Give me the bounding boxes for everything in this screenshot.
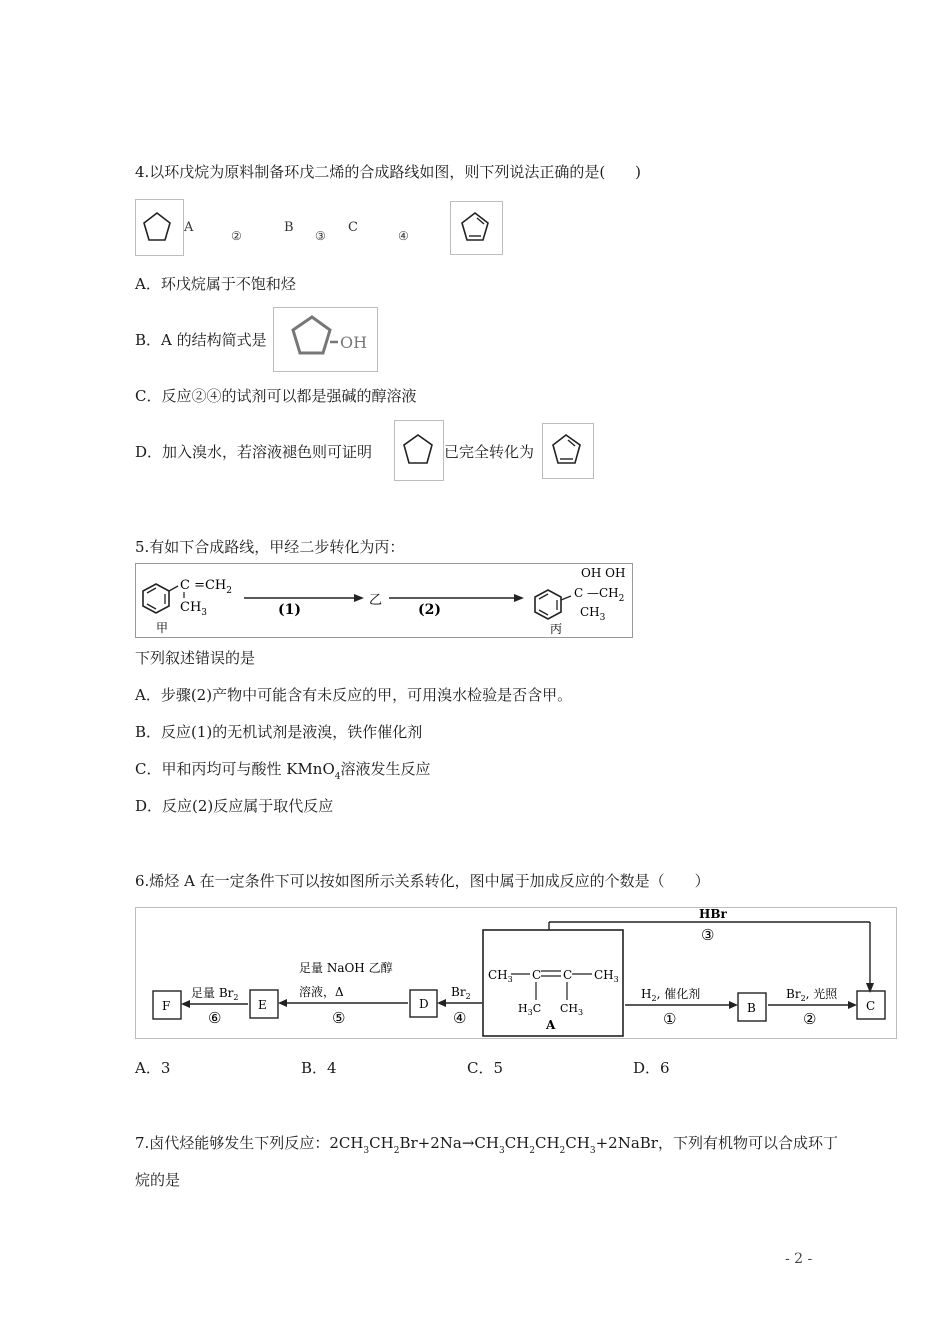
- svg-text:Br2: $Br_2$: [451, 985, 471, 1001]
- a-methyl-right: CH: [594, 968, 614, 982]
- bromine-light-label: Br: [786, 987, 801, 1001]
- svg-text:CH3: $CH_3$: [580, 605, 606, 623]
- step-2-label: ②: [803, 1010, 817, 1028]
- svg-text:CH3: $CH_3$: [560, 1002, 584, 1017]
- q4-option-a: A．环戊烷属于不饱和烃: [135, 275, 296, 293]
- box-d-label: D: [419, 997, 429, 1011]
- route-step3-label: ③: [315, 229, 326, 243]
- q7-stem-line2: 烷的是: [135, 1171, 181, 1189]
- cyclopentane-structure-image-d: [394, 420, 444, 481]
- q6-option-b: B．4: [301, 1059, 337, 1077]
- q6-conversion-scheme: [135, 907, 897, 1039]
- svg-text:H2, 催化剂: $H_2$, 催化剂: [641, 987, 701, 1003]
- cyclopentanol-structure-image: [273, 307, 378, 372]
- route-step4-label: ④: [398, 229, 409, 243]
- hydroxyl-label: OH: [340, 333, 368, 352]
- q5-option-c: C．甲和丙均可与酸性 KMnO$_4$溶液发生反应: [135, 760, 431, 782]
- svg-text:足量 Br2: 足量 $Br_2$: [191, 986, 239, 1002]
- a-methyl-low-right: CH: [560, 1002, 579, 1015]
- svg-text:C =CH2: $C =CH_2$: [180, 578, 232, 596]
- box-e-label: E: [258, 998, 267, 1012]
- step-1-label: ①: [663, 1010, 677, 1028]
- q5-option-a: A．步骤(2)产物中可能含有未反应的甲，可用溴水检验是否含甲。: [135, 686, 573, 704]
- step-5-label: ⑤: [332, 1009, 346, 1027]
- a-carbon-1: C: [532, 968, 542, 982]
- q4-option-d-part1: D．加入溴水，若溶液褪色则可证明: [135, 443, 373, 461]
- bing-methyl-group: CH: [580, 605, 600, 619]
- q6-option-c: C．5: [467, 1059, 504, 1077]
- q5-stem: 5.有如下合成路线，甲经二步转化为丙：: [135, 538, 405, 556]
- route-a-label: A: [184, 220, 194, 235]
- route-step2-label: ②: [231, 229, 242, 243]
- box-c-label: C: [866, 999, 876, 1013]
- q6-stem: 6.烯烃 A 在一定条件下可以按如图所示关系转化，图中属于加成反应的个数是（ ）: [135, 872, 710, 890]
- bing-hydroxyl-groups: OH OH: [581, 566, 626, 580]
- q5-option-d: D．反应(2)反应属于取代反应: [135, 797, 334, 815]
- a-methyl-left: CH: [488, 968, 508, 982]
- step-3-label: ③: [701, 926, 715, 944]
- jia-methyl-group: CH: [180, 600, 202, 615]
- a-carbon-2: C: [563, 968, 573, 982]
- route-b-label: B: [284, 220, 294, 235]
- q5-synthesis-scheme: [135, 563, 633, 638]
- q5-option-b: B．反应(1)的无机试剂是液溴，铁作催化剂: [135, 723, 423, 741]
- cyclopentadiene-structure-image: [450, 201, 503, 255]
- excess-bromine-label: 足量 Br: [191, 986, 234, 1000]
- q4-option-b: B．A 的结构简式是: [135, 331, 267, 349]
- jia-vinyl-group: C =CH: [180, 578, 227, 593]
- bing-chain: C —CH: [574, 586, 619, 600]
- hbr-label: HBr: [699, 908, 727, 921]
- q6-option-d: D．6: [633, 1059, 670, 1077]
- hydrogen-catalyst-label: H: [641, 987, 652, 1001]
- svg-text:CH3: $CH_3$: [488, 968, 513, 984]
- step-1-label: (1): [278, 602, 301, 618]
- naoh-ethanol-label: 足量 NaOH 乙醇: [299, 961, 393, 975]
- route-c-label: C: [348, 220, 358, 235]
- cyclopentadiene-structure-image-d: [542, 423, 594, 479]
- svg-text:H3C: $H_3C$: [518, 1002, 542, 1017]
- step-6-label: ⑥: [208, 1009, 222, 1027]
- step-4-label: ④: [453, 1009, 467, 1027]
- svg-text:CH3: $CH_3$: [594, 968, 619, 984]
- cyclopentane-structure-image: [135, 199, 184, 256]
- svg-text:Br2, 光照: $Br_2$, 光照: [786, 987, 838, 1003]
- yi-label: 乙: [369, 593, 383, 608]
- q4-option-d-part2: 已完全转化为: [444, 443, 535, 461]
- box-b-label: B: [747, 1001, 756, 1015]
- step-2-label: (2): [418, 602, 441, 618]
- q4-option-c: C．反应②④的试剂可以都是强碱的醇溶液: [135, 387, 417, 405]
- solution-heat-label: 溶液，Δ: [299, 985, 344, 999]
- q5-prompt: 下列叙述错误的是: [135, 649, 256, 667]
- bing-label: 丙: [550, 622, 563, 636]
- a-label: A: [546, 1018, 556, 1032]
- jia-label: 甲: [156, 621, 169, 635]
- bromine-label: Br: [451, 985, 466, 999]
- svg-text:CH3: $CH_3$: [180, 600, 208, 618]
- q4-stem: 4.以环戊烷为原料制备环戊二烯的合成路线如图，则下列说法正确的是( ): [135, 163, 642, 181]
- page-number: - 2 -: [785, 1251, 813, 1267]
- box-f-label: F: [162, 999, 171, 1013]
- q6-option-a: A．3: [135, 1059, 171, 1077]
- q7-stem-line1: 7.卤代烃能够发生下列反应：$2CH_3CH_2Br+2Na\to CH_3CH_2CH_2CH_3+2NaBr$，下列有机物可以合成环丁: [135, 1134, 838, 1156]
- svg-text:C —CH2: C $—CH_2$: [574, 586, 625, 604]
- a-methyl-low-left: H: [518, 1002, 528, 1015]
